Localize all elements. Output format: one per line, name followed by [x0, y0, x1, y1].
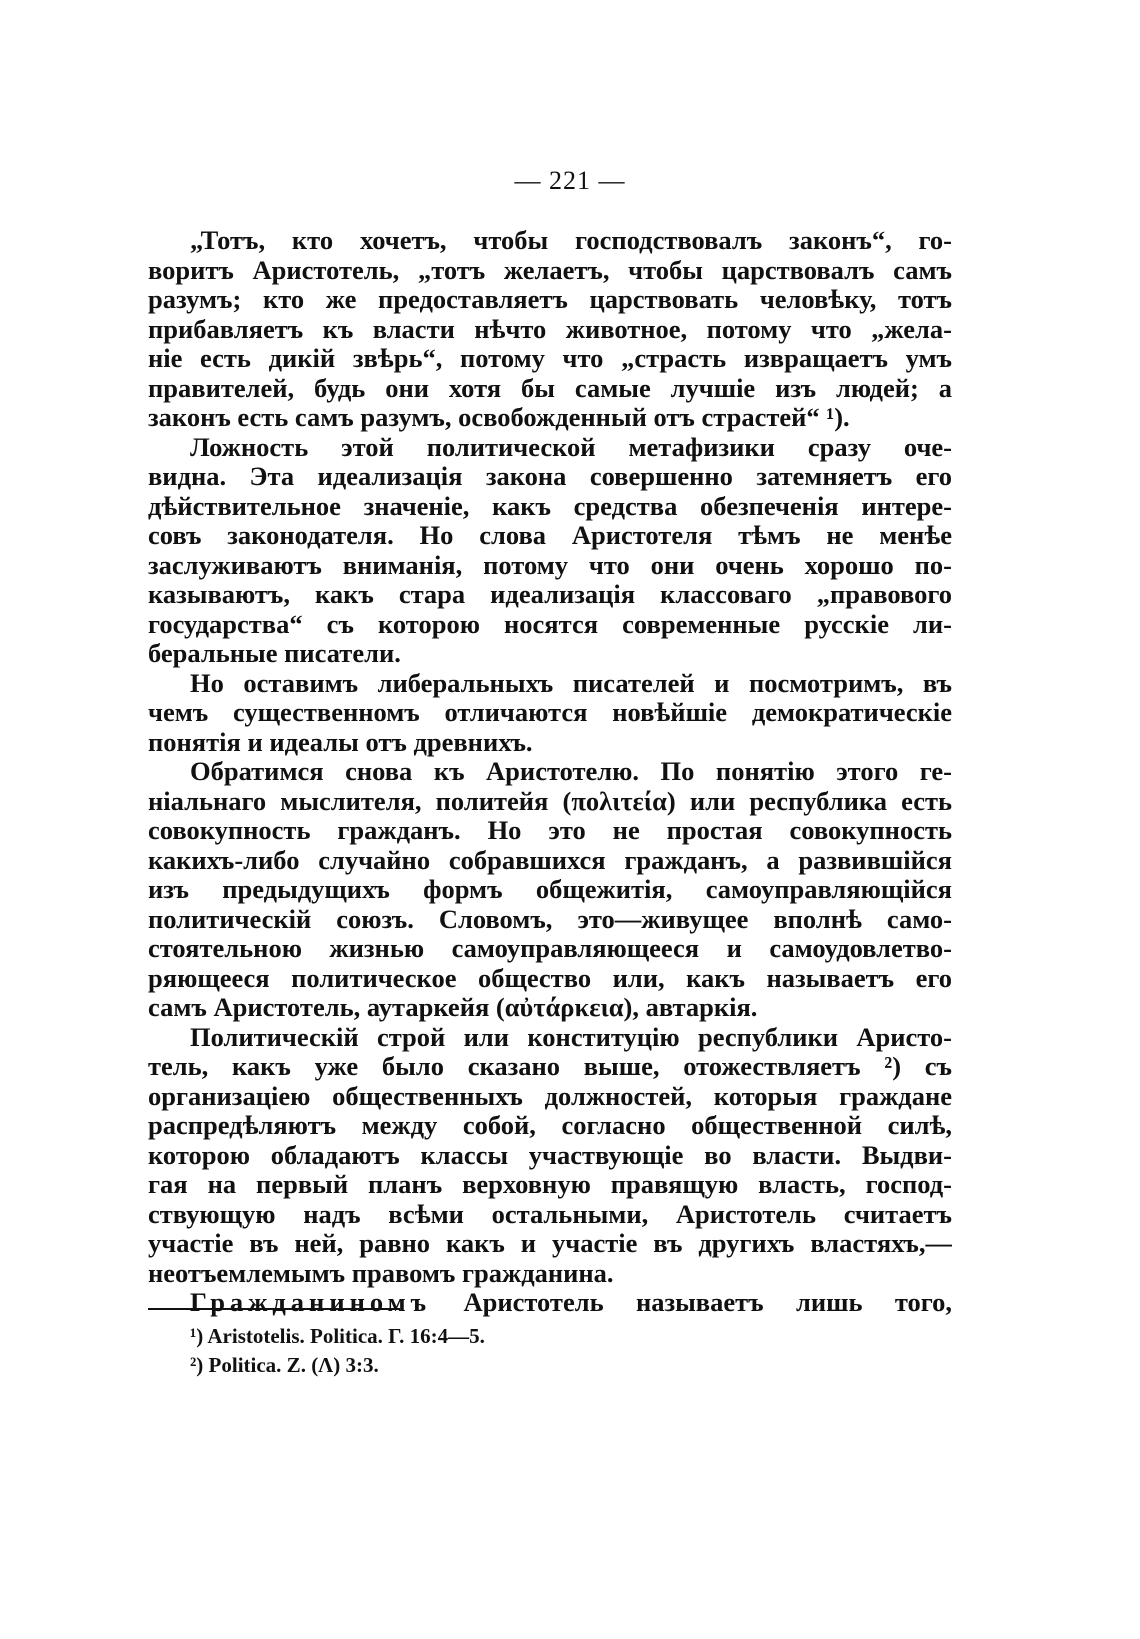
- text-line: чемъ существенномъ отличаются новѣйшіе демократическіе: [148, 698, 952, 727]
- paragraph: [148, 1288, 952, 1318]
- text-line: тель, какъ уже было сказано выше, отожествляетъ ²) съ: [148, 1052, 952, 1081]
- text-line: гая на первый планъ верховную правящую власть, господ-: [148, 1170, 952, 1199]
- spaced-term: Гражданиномъ: [190, 1288, 432, 1317]
- paragraph: [148, 669, 952, 758]
- text-line: которою обладаютъ классы участвующіе во власти. Выдви-: [148, 1140, 952, 1170]
- text-line: ствующую надъ всѣми остальными, Аристотель считаетъ: [148, 1199, 952, 1229]
- footnote: ²) Politica. Z. (Λ) 3:3.: [190, 1353, 379, 1377]
- text-line: какихъ-либо случайно собравшихся гражданъ, а развившійся: [148, 845, 952, 875]
- text-line: совъ законодателя. Но слова Аристотеля тѣмъ не менѣе: [148, 521, 952, 550]
- text-line: разумъ; кто же предоставляетъ царствовать человѣку, тотъ: [148, 285, 952, 314]
- text-line: Ложность этой политической метафизики сразу оче-: [190, 432, 952, 462]
- text-line: беральные писатели.: [148, 639, 401, 668]
- footnote-divider: [148, 1308, 400, 1310]
- paragraph: [148, 757, 952, 1023]
- footnotes: [190, 1322, 485, 1380]
- text-line: ніе есть дикій звѣрь“, потому что „страсть извращаетъ умъ: [148, 344, 952, 373]
- text-line: видна. Эта идеализація закона совершенно затемняетъ его: [148, 462, 952, 491]
- text-line: заслуживаютъ вниманія, потому что они очень хорошо по-: [148, 550, 952, 580]
- text-line: Политическій строй или конституцію республики Аристо-: [190, 1022, 952, 1052]
- text-line: распредѣляютъ между собой, согласно общественной силѣ,: [148, 1111, 952, 1140]
- text-line: ряющееся политическое общество или, какъ называетъ его: [148, 963, 952, 993]
- footnote: ¹) Aristotelis. Politica. Г. 16:4—5.: [190, 1324, 485, 1348]
- text-line: организаціею общественныхъ должностей, которыя граждане: [148, 1081, 952, 1111]
- text-line: ніальнаго мыслителя, политейя (πολιτεία) или республика есть: [148, 786, 952, 816]
- text-line: законъ есть самъ разумъ, освобожденный отъ страстей“ ¹).: [148, 403, 850, 432]
- paragraph: [148, 433, 952, 669]
- page-number: — 221 —: [514, 166, 626, 195]
- text-line: воритъ Аристотель, „тотъ желаетъ, чтобы царствовалъ самъ: [148, 255, 952, 285]
- text-line: изъ предыдущихъ формъ общежитія, самоуправляющійся: [148, 875, 952, 904]
- text-line: „Тотъ, кто хочетъ, чтобы господствовалъ законъ“, го-: [190, 226, 952, 255]
- text-line: самъ Аристотель, аутаркейя (αὐτάρκεια), автаркія.: [148, 993, 758, 1022]
- paragraph: [148, 1023, 952, 1289]
- text-line: Но оставимъ либеральныхъ писателей и посмотримъ, въ: [190, 668, 952, 698]
- body-text: [148, 226, 952, 1318]
- text-fragment: Аристотель называетъ лишь того,: [431, 1288, 952, 1317]
- text-line: государства“ съ которою носятся современные русскіе ли-: [148, 609, 952, 639]
- text-line: участіе въ ней, равно какъ и участіе въ другихъ властяхъ,—: [148, 1229, 952, 1258]
- text-line: правителей, будь они хотя бы самые лучшіе изъ людей; а: [148, 373, 952, 403]
- text-line: понятія и идеалы отъ древнихъ.: [148, 727, 533, 757]
- text-line: политическій союзъ. Словомъ, это—живущее вполнѣ само-: [148, 904, 952, 934]
- text-line: Обратимся снова къ Аристотелю. По понятію этого ге-: [190, 757, 952, 786]
- text-line: совокупность гражданъ. Но это не простая совокупность: [148, 816, 952, 845]
- text-line: стоятельною жизнью самоуправляющееся и самоудовлетво-: [148, 934, 952, 963]
- text-line: дѣйствительное значеніе, какъ средства обезпеченія интере-: [148, 491, 952, 521]
- text-line: прибавляетъ къ власти нѣчто животное, потому что „жела-: [148, 314, 952, 344]
- paragraph: [148, 226, 952, 433]
- text-line: казываютъ, какъ стара идеализація классоваго „правового: [148, 580, 952, 609]
- text-line: [148, 1288, 952, 1318]
- text-line: неотъемлемымъ правомъ гражданина.: [148, 1258, 614, 1288]
